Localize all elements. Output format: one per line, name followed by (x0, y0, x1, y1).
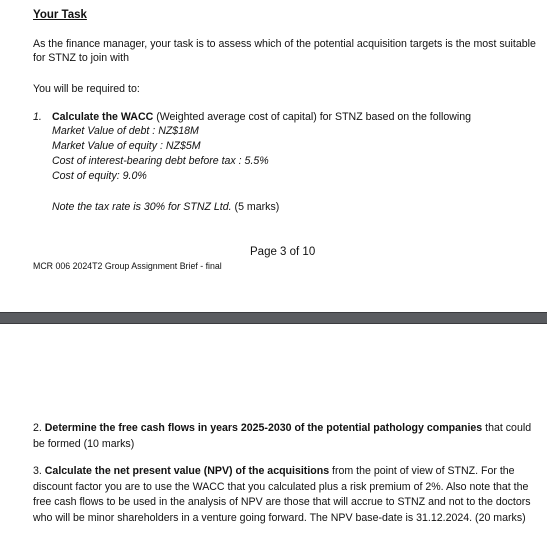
page-separator (0, 312, 547, 324)
item-1-title-bold: Calculate the WACC (52, 111, 154, 123)
item-1-debt-value: Market Value of debt : NZ$18M (52, 125, 199, 137)
item-1-note (52, 200, 279, 214)
item-2-bold: Determine the free cash flows in years 2025-2030 of the potential pathology companies (44, 422, 483, 434)
requirements-lead: You will be required to: (33, 83, 140, 95)
item-1-title-rest: (Weighted average cost of capital) for STNZ based on the following (153, 111, 472, 123)
item-2-rest: that could be formed (10 marks) (33, 422, 532, 450)
page-4 (0, 324, 547, 553)
item-1-number: 1. (33, 111, 42, 123)
item-1-debt-cost: Cost of interest-bearing debt before tax : 5.5% (52, 155, 269, 167)
item-3-rest: from the point of view of STNZ. For the discount factor you are to use the WACC that you calculated plus a risk premium of 2%. Also note that the free cash flows to be used in the analysis of NPV are those that will accrue to STNZ and not to the doctors who will be minor shareholders in a venture going forward. The NPV base-date is 31.12.2024. (20 marks) (33, 465, 531, 524)
item-3-bold: Calculate the net present value (NPV) of the acquisitions (44, 465, 330, 477)
footer-brief: MCR 006 2024T2 Group Assignment Brief - final (33, 261, 222, 271)
item-2-paragraph (33, 421, 538, 452)
intro-paragraph: As the finance manager, your task is to assess which of the potential acquisition targets is the most suitable for STNZ to join with (33, 38, 536, 64)
page-number: Page 3 of 10 (250, 246, 316, 258)
item-3-paragraph (33, 464, 538, 526)
item-1-equity-value: Market Value of equity : NZ$5M (52, 140, 201, 152)
item-3-prefix: 3. (33, 465, 45, 477)
item-1-note-marks: (5 marks) (231, 201, 280, 213)
item-1-title (52, 110, 471, 124)
item-1-equity-cost: Cost of equity: 9.0% (52, 170, 147, 182)
task-heading: Your Task (33, 9, 87, 21)
item-1-note-text: Note the tax rate is 30% for STNZ Ltd. (52, 201, 232, 213)
item-2-prefix: 2. (33, 422, 45, 434)
